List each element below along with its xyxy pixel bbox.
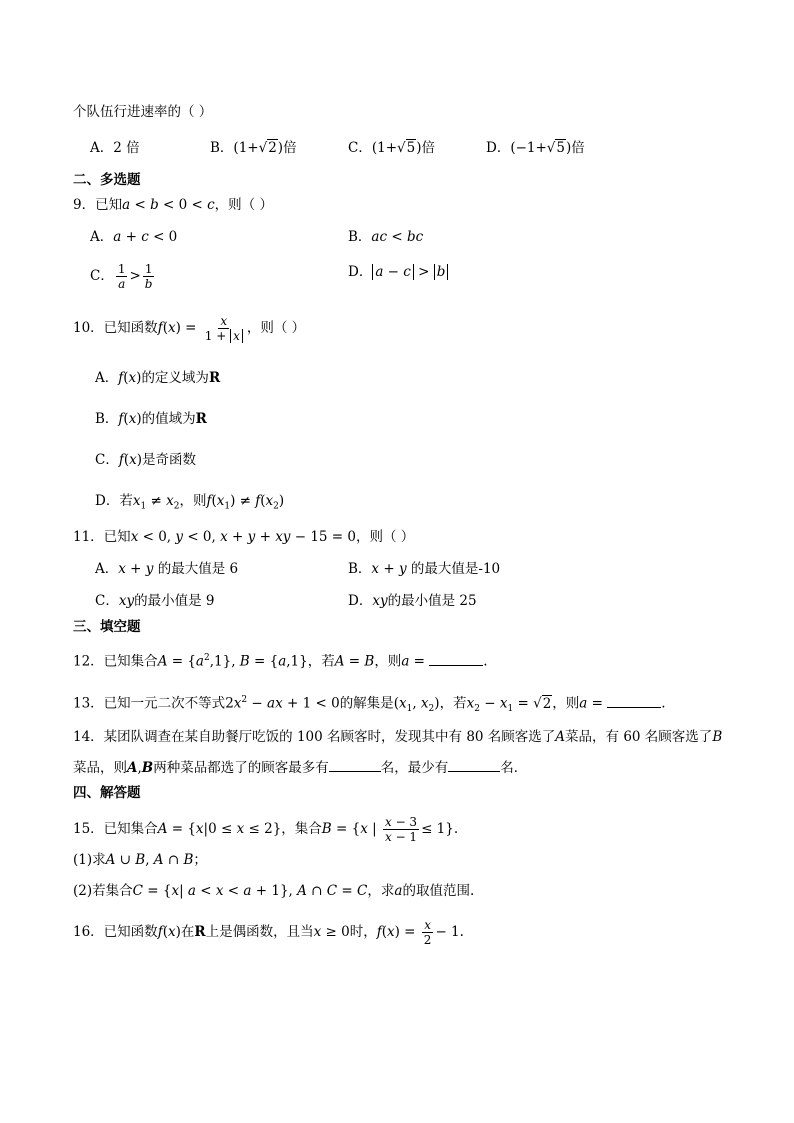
q14-line2: 菜品，则A,B两种菜品都选了的顾客最多有 名，最少有 名． (73, 757, 527, 778)
q10-option-a: A．f(x)的定义域为R (95, 370, 221, 386)
q13-stem: 13．已知一元二次不等式$2x^2$ − ax + 1 < 0的解集是($x_1$, $x_2$)，若$x_2 - x_1 = √2$，则a = . (73, 690, 666, 719)
q11-option-a: A．x + y 的最大值是 6 (95, 561, 239, 577)
q15-part1: (1)求A ∪ B, A ∩ B； (73, 852, 207, 868)
q9-option-d: D． a − c > b (348, 262, 448, 282)
q8-option-b: B．(1+√2)倍 (210, 140, 297, 156)
section-title-answer: 四、解答题 (73, 785, 141, 801)
q9-stem: 9．已知a < b < 0 < c，则（ ） (73, 197, 273, 213)
q15-part2: (2)若集合C = {x| a < x < a + 1}, A ∩ C = C，求a的取值范围. (73, 883, 475, 899)
section-title-multiple-choice: 二、多选题 (73, 172, 141, 188)
q9-option-b: B．ac < bc (348, 229, 424, 245)
q15-stem: 15．已知集合A = {x|0 ≤ x ≤ 2}，集合B = {x | $\frac{x - 3}{x - 1}$ ≤ 1}. (73, 815, 459, 844)
q11-stem: 11．已知x < 0, y < 0, x + y + xy − 15 = 0，则（ ） (73, 529, 415, 545)
q14-line1: 14．某团队调查在某自助餐厅吃饭的 100 名顾客时，发现其中有 80 名顾客选了A菜品，有 60 名顾客选了B (73, 729, 723, 745)
q9-option-a: A．a + c < 0 (90, 229, 178, 245)
q8-option-d: D．(−1+√5)倍 (486, 140, 585, 156)
q10-option-d: D．若$x_1 \ne x_2$，则$f(x_1) \ne f(x_2)$ (95, 493, 285, 512)
q8-stem: 个队伍行进速率的（ ） (73, 104, 213, 120)
q8-option-c: C．(1+√5)倍 (348, 140, 435, 156)
q12-stem: 12．已知集合$A = \{a^2,1\}$, B = {a,1}，若A = B，则a = . (73, 648, 488, 672)
q9-option-c: C． $\frac{1}{a}$ > $\frac{1}{b}$ (90, 262, 153, 291)
q10-option-b: B．f(x)的值域为R (95, 411, 207, 427)
q8-option-a: A．2 倍 (90, 140, 140, 156)
q11-option-d: D．xy的最小值是 25 (348, 593, 477, 609)
q11-option-b: B．x + y 的最大值是-10 (348, 561, 501, 577)
section-title-fill-in: 三、填空题 (73, 619, 141, 635)
q10-option-c: C．f(x)是奇函数 (95, 452, 197, 468)
q10-stem: 10．已知函数f(x) = $\frac{x}{1 + x}$ ，则（ ） (73, 314, 306, 343)
q11-option-c: C．xy的最小值是 9 (95, 593, 215, 609)
q16-stem: 16．已知函数f(x)在R上是偶函数，且当x ≥ 0时，f(x) = $\frac{x}{2}$ − 1. (73, 918, 464, 947)
